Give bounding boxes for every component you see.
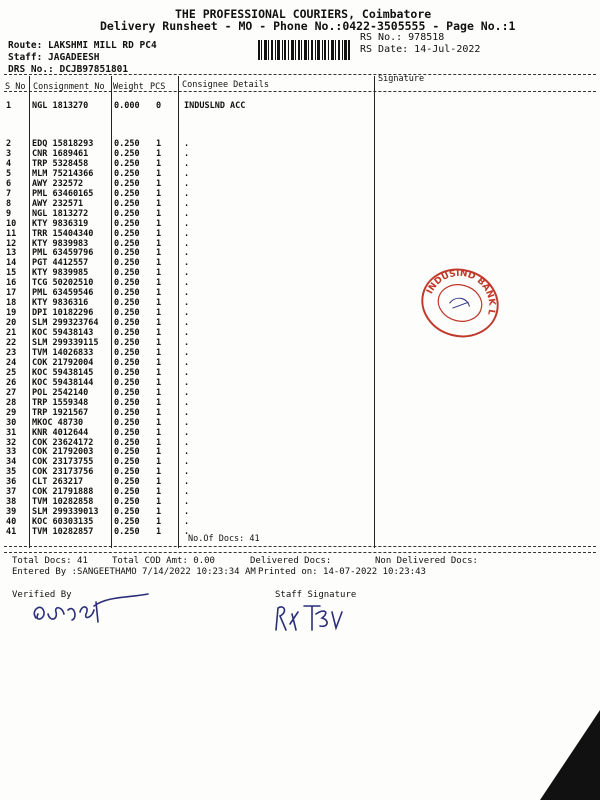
row-serial-number: 28 bbox=[6, 397, 17, 408]
company-title: THE PROFESSIONAL COURIERS, Coimbatore bbox=[175, 7, 432, 21]
row-consignee-details: . bbox=[184, 447, 190, 458]
row-weight: 0.250 bbox=[114, 188, 140, 199]
row-consignee-details: . bbox=[184, 377, 190, 388]
row-consignment-number: TVM 10282858 bbox=[32, 497, 94, 508]
row-consignment-number: TCG 50202510 bbox=[32, 278, 94, 289]
row-consignment-number: CNR 1689461 bbox=[32, 148, 89, 159]
torn-corner-shadow bbox=[540, 710, 600, 800]
row-consignee-details: . bbox=[184, 457, 190, 468]
row-serial-number: 34 bbox=[6, 457, 17, 468]
row-consignee-details: . bbox=[184, 278, 190, 289]
row-consignment-number: KNR 4012644 bbox=[32, 427, 89, 438]
row-serial-number: 7 bbox=[6, 188, 12, 199]
row-pieces: 1 bbox=[156, 447, 162, 458]
row-pieces: 1 bbox=[156, 487, 162, 498]
row-serial-number: 31 bbox=[6, 427, 17, 438]
row-consignment-number: COK 21792004 bbox=[32, 357, 94, 368]
row-pieces: 1 bbox=[156, 218, 162, 229]
row-serial-number: 10 bbox=[6, 218, 17, 229]
row-consignment-number: SLM 299323764 bbox=[32, 318, 99, 329]
row-consignment-number: DPI 10182296 bbox=[32, 308, 94, 319]
no-of-docs: No.Of Docs: 41 bbox=[188, 534, 260, 544]
row-weight: 0.250 bbox=[114, 457, 140, 468]
row-pieces: 1 bbox=[156, 258, 162, 269]
row-consignee-details: . bbox=[184, 268, 190, 279]
row-serial-number: 2 bbox=[6, 139, 12, 149]
row-serial-number: 3 bbox=[6, 148, 12, 159]
row-consignment-number: SLM 299339013 bbox=[32, 507, 99, 518]
row-weight: 0.250 bbox=[114, 218, 140, 229]
row-pieces: 1 bbox=[156, 387, 162, 398]
row-serial-number: 5 bbox=[6, 168, 12, 179]
row-pieces: 1 bbox=[156, 198, 162, 209]
row-weight: 0.250 bbox=[114, 178, 140, 189]
row-consignment-number: TVM 10282857 bbox=[32, 527, 94, 538]
col-header-signature: Signature bbox=[378, 74, 425, 84]
row-pieces: 1 bbox=[156, 188, 162, 199]
row-serial-number: 25 bbox=[6, 367, 17, 378]
row-weight: 0.250 bbox=[114, 487, 140, 498]
row-weight: 0.250 bbox=[114, 477, 140, 488]
row-weight: 0.250 bbox=[114, 517, 140, 528]
row-consignment-number: COK 21792003 bbox=[32, 447, 94, 458]
row-pieces: 1 bbox=[156, 507, 162, 518]
row-pieces: 1 bbox=[156, 417, 162, 428]
row-weight: 0.250 bbox=[114, 168, 140, 179]
row-weight: 0.250 bbox=[114, 387, 140, 398]
row-consignee-details: . bbox=[184, 238, 190, 249]
row-weight: 0.250 bbox=[114, 397, 140, 408]
row-consignment-number: TRP 1921567 bbox=[32, 407, 89, 418]
row-weight: 0.250 bbox=[114, 238, 140, 249]
row-consignee-details: . bbox=[184, 367, 190, 378]
row-consignee-details: . bbox=[184, 487, 190, 498]
row-weight: 0.250 bbox=[114, 318, 140, 329]
printed-on: Printed on: 14-07-2022 10:23:43 bbox=[258, 567, 426, 577]
row-pieces: 1 bbox=[156, 367, 162, 378]
row-consignment-number: COK 23173755 bbox=[32, 457, 94, 468]
row-consignee-details: . bbox=[184, 158, 190, 169]
table-bottom-rule-2 bbox=[4, 552, 596, 553]
row-weight: 0.250 bbox=[114, 367, 140, 378]
row-serial-number: 8 bbox=[6, 198, 12, 209]
row-weight: 0.250 bbox=[114, 447, 140, 458]
row-pieces: 1 bbox=[156, 168, 162, 179]
row-pieces: 1 bbox=[156, 318, 162, 329]
row-weight: 0.250 bbox=[114, 497, 140, 508]
staff-signature-image bbox=[272, 600, 362, 634]
row-serial-number: 33 bbox=[6, 447, 17, 458]
row-serial-number: 12 bbox=[6, 238, 17, 249]
row-serial-number: 15 bbox=[6, 268, 17, 279]
row-serial-number: 27 bbox=[6, 387, 17, 398]
row-consignment-number: KOC 59438143 bbox=[32, 328, 94, 339]
row-consignee-details: . bbox=[184, 507, 190, 518]
row-serial-number: 18 bbox=[6, 298, 17, 309]
row-consignee-details: . bbox=[184, 397, 190, 408]
header-top-rule bbox=[4, 74, 596, 75]
row-weight: 0.250 bbox=[114, 357, 140, 368]
row-consignment-number: PML 63459796 bbox=[32, 248, 94, 259]
row-consignment-number: COK 23173756 bbox=[32, 467, 94, 478]
row-pieces: 1 bbox=[156, 139, 162, 149]
row-pieces: 1 bbox=[156, 308, 162, 319]
row-pieces: 1 bbox=[156, 497, 162, 508]
row-serial-number: 9 bbox=[6, 208, 12, 219]
row-pieces: 1 bbox=[156, 347, 162, 358]
row-consignee-details: . bbox=[184, 139, 190, 149]
runsheet-title: Delivery Runsheet - MO - Phone No.:0422-3505555 - Page No.:1 bbox=[100, 19, 516, 33]
row-consignment-number: AWY 232572 bbox=[32, 178, 84, 189]
row-serial-number: 41 bbox=[6, 527, 17, 538]
row-consignment-number: CLT 263217 bbox=[32, 477, 84, 488]
row-weight: 0.250 bbox=[114, 427, 140, 438]
row-consignment-number: MLM 75214366 bbox=[32, 168, 94, 179]
col-divider-sno bbox=[29, 76, 30, 548]
row-serial-number: 35 bbox=[6, 467, 17, 478]
verified-by-label: Verified By bbox=[12, 590, 72, 600]
row-consignee-details: . bbox=[184, 318, 190, 329]
row-consignee-details: . bbox=[184, 417, 190, 428]
row-consignee-details: . bbox=[184, 387, 190, 398]
row-consignment-number: PGT 4412557 bbox=[32, 258, 89, 269]
row-serial-number: 29 bbox=[6, 407, 17, 418]
row-pieces: 1 bbox=[156, 357, 162, 368]
row-consignee-details: . bbox=[184, 477, 190, 488]
row-serial-number: 23 bbox=[6, 347, 17, 358]
row-serial-number: 30 bbox=[6, 417, 17, 428]
row-consignment-number: AWY 232571 bbox=[32, 198, 84, 209]
row-consignee-details: . bbox=[184, 208, 190, 219]
row-weight: 0.250 bbox=[114, 437, 140, 448]
row-pieces: 1 bbox=[156, 477, 162, 488]
row-consignment-number: KTY 9839983 bbox=[32, 238, 89, 249]
row-consignee-details: . bbox=[184, 437, 190, 448]
row-consignee-details: . bbox=[184, 218, 190, 229]
row-consignment-number: TRR 15404340 bbox=[32, 228, 94, 239]
verified-signature-image bbox=[28, 592, 163, 628]
row-consignment-number: TRP 1559348 bbox=[32, 397, 89, 408]
row-serial-number: 1 bbox=[6, 101, 12, 111]
staff-signature-label: Staff Signature bbox=[275, 590, 357, 600]
col-divider-pcs bbox=[178, 76, 179, 548]
total-cod-amount: Total COD Amt: 0.00 bbox=[112, 556, 215, 566]
row-serial-number: 38 bbox=[6, 497, 17, 508]
row-pieces: 0 bbox=[156, 101, 162, 111]
row-consignment-number: EDQ 15818293 bbox=[32, 139, 94, 149]
row-pieces: 1 bbox=[156, 467, 162, 478]
row-consignee-details: . bbox=[184, 407, 190, 418]
row-pieces: 1 bbox=[156, 208, 162, 219]
row-serial-number: 11 bbox=[6, 228, 17, 239]
bank-stamp-image bbox=[418, 266, 502, 340]
row-consignee-details: . bbox=[184, 347, 190, 358]
row-pieces: 1 bbox=[156, 328, 162, 339]
row-consignee-details: . bbox=[184, 467, 190, 478]
row-consignment-number: KOC 60303135 bbox=[32, 517, 94, 528]
row-weight: 0.250 bbox=[114, 148, 140, 159]
row-weight: 0.250 bbox=[114, 507, 140, 518]
row-consignee-details: INDUSLND ACC bbox=[184, 101, 246, 111]
row-weight: 0.250 bbox=[114, 527, 140, 538]
row-pieces: 1 bbox=[156, 268, 162, 279]
row-consignee-details: . bbox=[184, 298, 190, 309]
staff-label: Staff: JAGADEESH bbox=[8, 52, 100, 63]
col-header-consignee: Consignee Details bbox=[182, 80, 269, 90]
row-consignee-details: . bbox=[184, 198, 190, 209]
row-weight: 0.250 bbox=[114, 268, 140, 279]
row-consignee-details: . bbox=[184, 248, 190, 259]
row-consignment-number: KTY 9839985 bbox=[32, 268, 89, 279]
row-serial-number: 13 bbox=[6, 248, 17, 259]
row-serial-number: 24 bbox=[6, 357, 17, 368]
row-pieces: 1 bbox=[156, 377, 162, 388]
row-pieces: 1 bbox=[156, 228, 162, 239]
row-pieces: 1 bbox=[156, 248, 162, 259]
row-weight: 0.250 bbox=[114, 288, 140, 299]
row-pieces: 1 bbox=[156, 457, 162, 468]
row-weight: 0.250 bbox=[114, 228, 140, 239]
row-serial-number: 40 bbox=[6, 517, 17, 528]
row-consignment-number: COK 21791888 bbox=[32, 487, 94, 498]
row-consignee-details: . bbox=[184, 168, 190, 179]
col-divider-consignee bbox=[374, 76, 375, 548]
table-bottom-rule bbox=[4, 546, 596, 547]
svg-text:INDUSIND BANK LTD.: INDUSIND BANK LTD. bbox=[425, 268, 497, 315]
row-pieces: 1 bbox=[156, 278, 162, 289]
col-header-sno: S No bbox=[5, 82, 26, 92]
delivered-docs: Delivered Docs: bbox=[250, 556, 332, 566]
row-serial-number: 14 bbox=[6, 258, 17, 269]
row-weight: 0.250 bbox=[114, 377, 140, 388]
row-pieces: 1 bbox=[156, 437, 162, 448]
rs-date: RS Date: 14-Jul-2022 bbox=[360, 44, 481, 55]
row-consignee-details: . bbox=[184, 527, 190, 538]
row-consignment-number: NGL 1813272 bbox=[32, 208, 89, 219]
row-consignee-details: . bbox=[184, 148, 190, 159]
row-consignment-number: COK 23624172 bbox=[32, 437, 94, 448]
row-consignee-details: . bbox=[184, 357, 190, 368]
row-serial-number: 17 bbox=[6, 288, 17, 299]
row-weight: 0.250 bbox=[114, 407, 140, 418]
row-consignee-details: . bbox=[184, 228, 190, 239]
row-weight: 0.250 bbox=[114, 467, 140, 478]
row-weight: 0.250 bbox=[114, 158, 140, 169]
row-serial-number: 36 bbox=[6, 477, 17, 488]
row-consignee-details: . bbox=[184, 288, 190, 299]
row-serial-number: 37 bbox=[6, 487, 17, 498]
row-serial-number: 39 bbox=[6, 507, 17, 518]
row-consignment-number: POL 2542140 bbox=[32, 387, 89, 398]
rs-number: RS No.: 978518 bbox=[360, 32, 445, 43]
col-header-pcs: PCS bbox=[150, 82, 166, 92]
row-consignee-details: . bbox=[184, 328, 190, 339]
row-consignment-number: KOC 59438144 bbox=[32, 377, 94, 388]
row-weight: 0.250 bbox=[114, 347, 140, 358]
row-serial-number: 21 bbox=[6, 328, 17, 339]
barcode-image bbox=[258, 40, 350, 60]
row-serial-number: 22 bbox=[6, 338, 17, 348]
row-weight: 0.250 bbox=[114, 328, 140, 339]
row-consignment-number: PML 63460165 bbox=[32, 188, 94, 199]
row-weight: 0.250 bbox=[114, 139, 140, 149]
route-label: Route: LAKSHMI MILL RD PC4 bbox=[8, 40, 157, 51]
row-weight: 0.250 bbox=[114, 417, 140, 428]
row-consignee-details: . bbox=[184, 497, 190, 508]
row-consignment-number: KTY 9836319 bbox=[32, 218, 89, 229]
row-consignment-number: TVM 14026833 bbox=[32, 347, 94, 358]
row-pieces: 1 bbox=[156, 427, 162, 438]
non-delivered-docs: Non Delivered Docs: bbox=[375, 556, 478, 566]
row-consignment-number: NGL 1813270 bbox=[32, 101, 89, 111]
row-serial-number: 6 bbox=[6, 178, 12, 189]
row-weight: 0.250 bbox=[114, 258, 140, 269]
row-weight: 0.250 bbox=[114, 248, 140, 259]
row-consignee-details: . bbox=[184, 517, 190, 528]
row-pieces: 1 bbox=[156, 298, 162, 309]
row-consignee-details: . bbox=[184, 427, 190, 438]
row-pieces: 1 bbox=[156, 527, 162, 538]
row-consignment-number: KTY 9836316 bbox=[32, 298, 89, 309]
row-pieces: 1 bbox=[156, 178, 162, 189]
row-consignee-details: . bbox=[184, 338, 190, 348]
row-pieces: 1 bbox=[156, 288, 162, 299]
row-pieces: 1 bbox=[156, 238, 162, 249]
row-weight: 0.250 bbox=[114, 338, 140, 348]
row-consignment-number: PML 63459546 bbox=[32, 288, 94, 299]
row-weight: 0.250 bbox=[114, 298, 140, 309]
row-weight: 0.250 bbox=[114, 198, 140, 209]
entered-by: Entered By :SANGEETHAMO 7/14/2022 10:23:34 AM bbox=[12, 567, 256, 577]
row-consignee-details: . bbox=[184, 188, 190, 199]
row-weight: 0.250 bbox=[114, 278, 140, 289]
row-weight: 0.250 bbox=[114, 208, 140, 219]
total-docs: Total Docs: 41 bbox=[12, 556, 88, 566]
row-serial-number: 32 bbox=[6, 437, 17, 448]
row-pieces: 1 bbox=[156, 148, 162, 159]
row-serial-number: 16 bbox=[6, 278, 17, 289]
row-serial-number: 4 bbox=[6, 158, 12, 169]
row-consignee-details: . bbox=[184, 258, 190, 269]
col-divider-consignment bbox=[111, 76, 112, 548]
row-serial-number: 26 bbox=[6, 377, 17, 388]
row-pieces: 1 bbox=[156, 517, 162, 528]
row-weight: 0.250 bbox=[114, 308, 140, 319]
row-pieces: 1 bbox=[156, 407, 162, 418]
row-pieces: 1 bbox=[156, 158, 162, 169]
row-consignment-number: SLM 299339115 bbox=[32, 338, 99, 348]
row-consignment-number: MKOC 48730 bbox=[32, 417, 84, 428]
row-weight: 0.000 bbox=[114, 101, 140, 111]
row-consignment-number: TRP 5328458 bbox=[32, 158, 89, 169]
drs-number: DRS No.: DCJB97851801 bbox=[8, 64, 129, 75]
row-consignee-details: . bbox=[184, 178, 190, 189]
row-serial-number: 19 bbox=[6, 308, 17, 319]
row-pieces: 1 bbox=[156, 338, 162, 348]
row-serial-number: 20 bbox=[6, 318, 17, 329]
row-consignment-number: KOC 59438145 bbox=[32, 367, 94, 378]
row-consignee-details: . bbox=[184, 308, 190, 319]
row-pieces: 1 bbox=[156, 397, 162, 408]
col-header-consignment: Consignment No bbox=[33, 82, 105, 92]
col-header-weight: Weight bbox=[113, 82, 144, 92]
